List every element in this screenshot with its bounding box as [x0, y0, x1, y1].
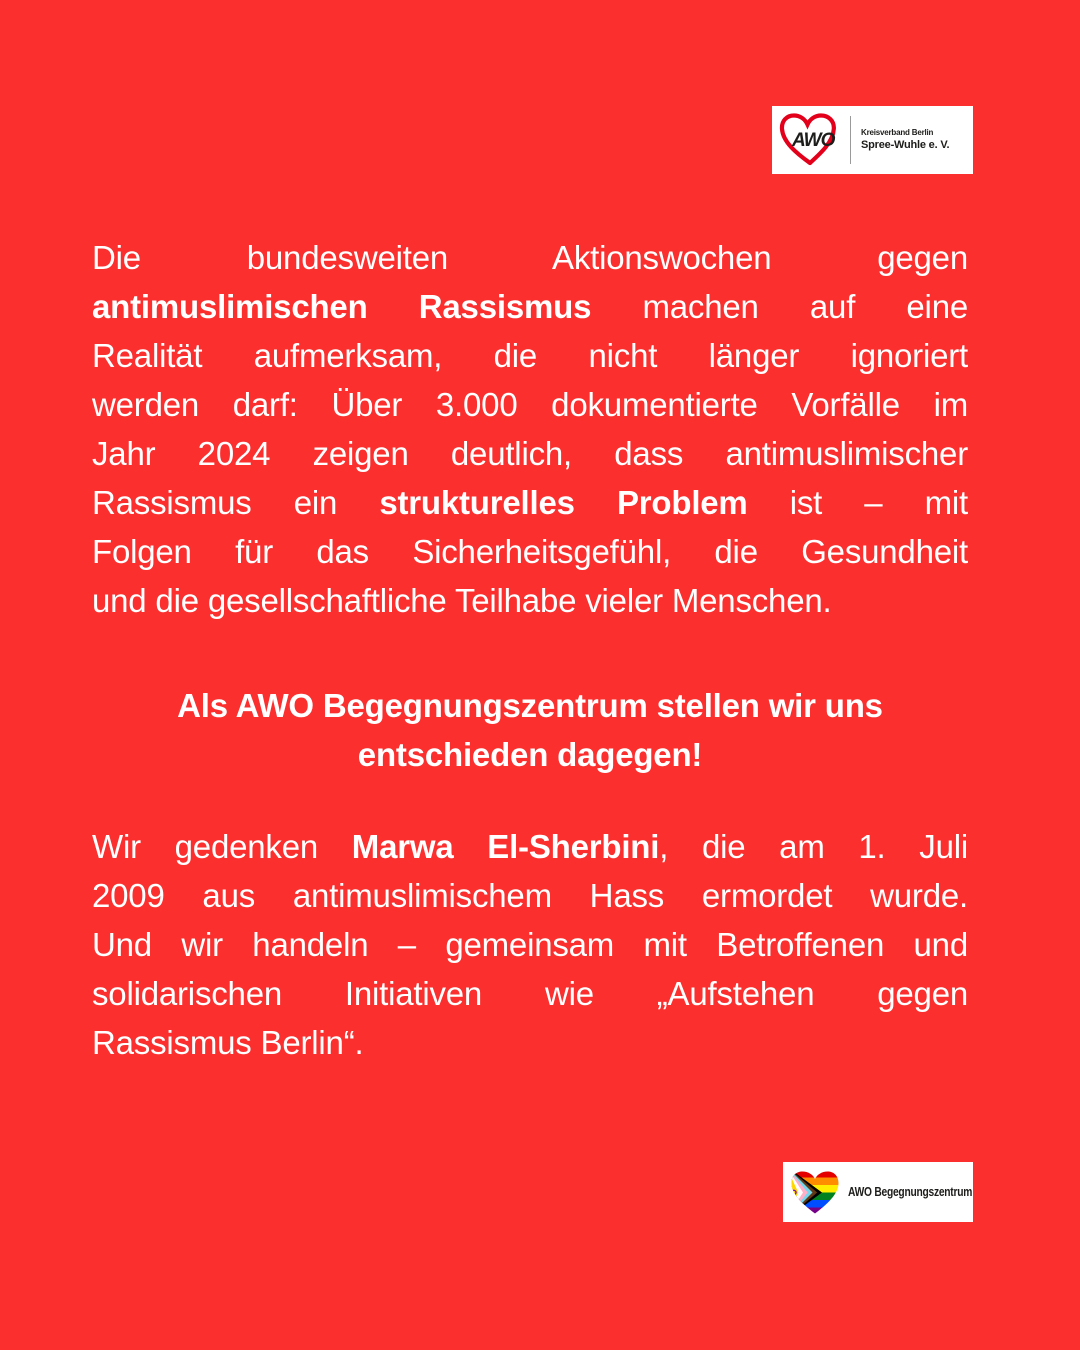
logo-org-line2: Spree-Wuhle e. V.	[861, 139, 950, 151]
text-line: entschieden dagegen!	[357, 736, 703, 773]
awo-begegnungszentrum-logo	[783, 1162, 973, 1222]
text-line: 2009 aus antimuslimischem Hass ermordet wurde.	[92, 877, 968, 914]
text-line: Als AWO Begegnungszentrum stellen wir uns	[177, 687, 883, 724]
bottom-logo-label: AWO Begegnungszentrum	[848, 1185, 973, 1199]
text-line: werden darf: Über 3.000 dokumentierte Vorfälle im	[92, 386, 968, 423]
pride-heart-icon	[790, 1170, 840, 1215]
awo-kreisverband-logo	[772, 106, 973, 174]
text-line: und die gesellschaftliche Teilhabe vieler Menschen.	[92, 582, 832, 619]
text-line: Jahr 2024 zeigen deutlich, dass antimuslimischer	[92, 435, 968, 472]
logo-org-text	[861, 128, 949, 152]
paragraph-statement	[92, 681, 968, 779]
text-line: Und wir handeln – gemeinsam mit Betroffenen und	[92, 926, 968, 963]
text-line: Wir gedenken Marwa El-Sherbini, die am 1. Juli	[92, 828, 968, 865]
text-line: Die bundesweiten Aktionswochen gegen	[92, 239, 968, 276]
logo-org-line1: Kreisverband Berlin	[861, 128, 934, 137]
awo-wordmark: AWO	[792, 130, 835, 151]
text-line: Realität aufmerksam, die nicht länger ignoriert	[92, 337, 968, 374]
logo-divider	[850, 116, 851, 164]
text-line: Folgen für das Sicherheitsgefühl, die Gesundheit	[92, 533, 968, 570]
paragraph-memorial	[92, 822, 968, 1067]
paragraph-intro	[92, 233, 968, 625]
text-line: Rassismus ein strukturelles Problem ist – mit	[92, 484, 968, 521]
text-line: solidarischen Initiativen wie „Aufstehen gegen	[92, 975, 968, 1012]
text-line: Rassismus Berlin“.	[92, 1024, 364, 1061]
awo-mark	[777, 111, 841, 169]
text-line: antimuslimischen Rassismus machen auf eine	[92, 288, 968, 325]
